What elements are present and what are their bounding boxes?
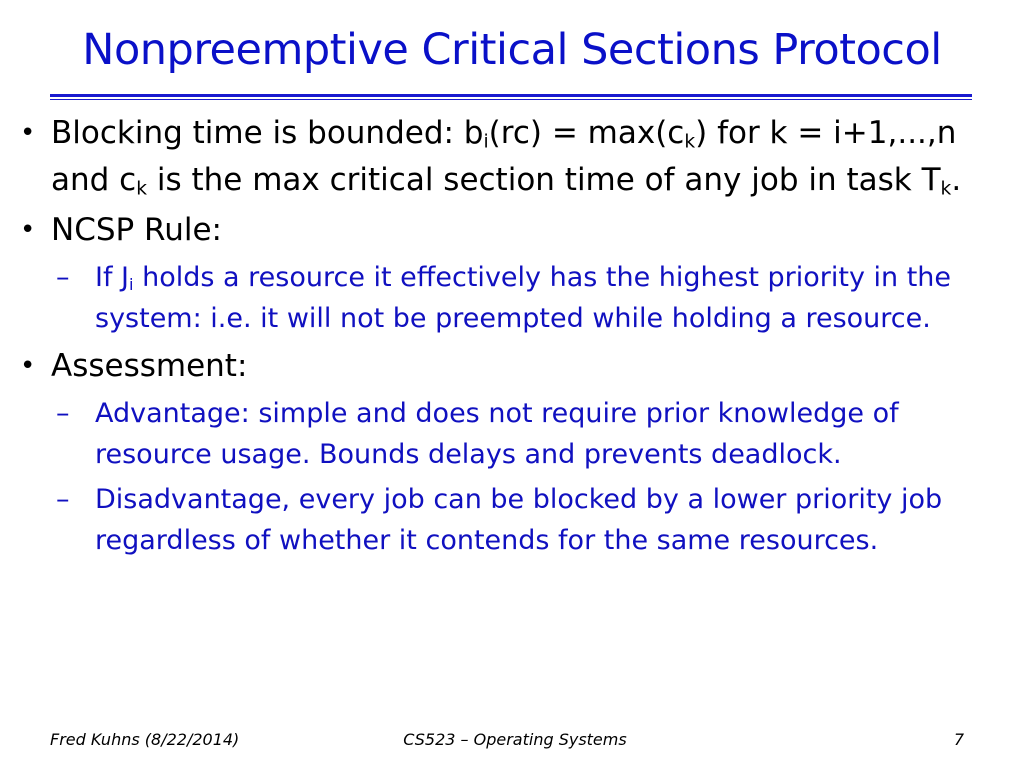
bullet-text: Assessment: [51, 348, 248, 384]
dash-marker: – [56, 398, 70, 429]
footer-course: CS523 – Operating Systems [403, 730, 627, 749]
sub-bullet-ncsp-rule [20, 257, 1010, 339]
bullet-text: Blocking time is bounded: b [51, 115, 484, 151]
sub-bullet-text: If J [95, 262, 130, 293]
bullet-ncsp-rule [20, 207, 1010, 254]
dash-marker: – [56, 262, 70, 293]
sub-bullet-text: holds a resource it effectively has the highest priority in the system: i.e. it will not be preempted while holding a resource. [95, 262, 952, 334]
dash-marker: – [56, 484, 70, 515]
subscript: k [684, 131, 696, 153]
bullet-text: (rc) = max(c [488, 115, 685, 151]
bullet-text: . [951, 162, 962, 198]
bullet-text: ) for k = i+1,...,n and c [51, 115, 957, 198]
bullet-marker: • [20, 351, 36, 381]
bullet-marker: • [20, 118, 36, 148]
subscript: i [129, 275, 134, 295]
sub-bullet-text: Disadvantage, every job can be blocked by a lower priority job regardless of whether it contends for the same resources. [95, 484, 943, 556]
footer-author: Fred Kuhns (8/22/2014) [50, 730, 240, 749]
bullet-blocking-time [20, 110, 1010, 204]
slide-body [20, 110, 1010, 565]
slide-title: Nonpreemptive Critical Sections Protocol [82, 25, 942, 75]
title-divider-thick [50, 94, 972, 97]
sub-bullet-text: Advantage: simple and does not require prior knowledge of resource usage. Bounds delays and prevents deadlock. [95, 398, 899, 470]
bullet-text: NCSP Rule: [51, 212, 222, 248]
sub-bullet-advantage [20, 393, 1010, 475]
title-divider-thin [50, 99, 972, 100]
subscript: k [136, 178, 148, 200]
bullet-text: is the max critical section time of any job in task T [147, 162, 941, 198]
footer-page-number: 7 [953, 730, 964, 749]
sub-bullet-disadvantage [20, 479, 1010, 561]
bullet-assessment [20, 343, 1010, 390]
bullet-marker: • [20, 215, 36, 245]
subscript: i [483, 131, 489, 153]
subscript: k [940, 178, 952, 200]
